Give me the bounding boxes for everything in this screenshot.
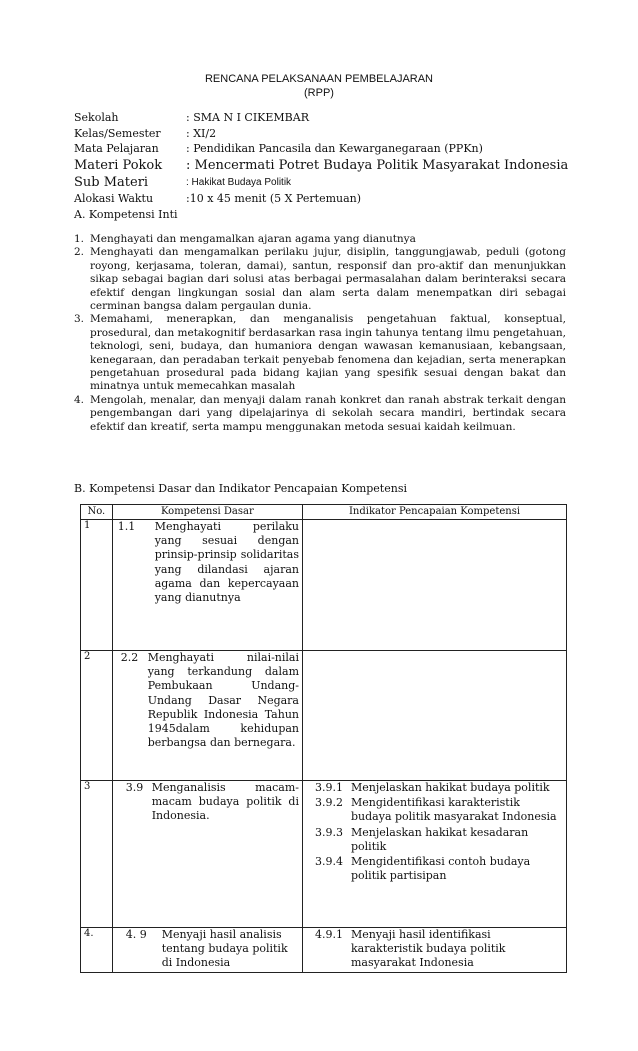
indicator-cell (303, 651, 567, 781)
list-number: 4. (74, 393, 85, 406)
indicator-text: Menjelaskan hakikat kesadaran politik (351, 825, 529, 853)
column-header-kd: Kompetensi Dasar (112, 505, 302, 520)
indicator-code: 3.9.2 (315, 796, 343, 810)
indicator-item (315, 928, 563, 971)
identity-value: : Mencermati Potret Budaya Politik Masyarakat Indonesia (186, 157, 569, 173)
kd-code: 1.1 (117, 520, 136, 533)
row-number: 4. (81, 928, 113, 973)
kd-text: Menyaji hasil analisis tentang budaya politik di Indonesia (161, 928, 288, 970)
indicator-text: Mengidentifikasi karakteristik budaya politik masyarakat Indonesia (351, 796, 557, 824)
identity-label: Kelas/Semester (74, 126, 161, 140)
identity-value: : Pendidikan Pancasila dan Kewarganegaraan (PPKn) (186, 142, 483, 155)
identity-label: Sub Materi (74, 174, 149, 190)
table-row (81, 928, 567, 973)
identity-row-topic (74, 157, 574, 174)
core-competency-list (74, 233, 566, 434)
table-row (81, 651, 567, 781)
identity-row-subtopic (74, 174, 574, 191)
identity-row-class (74, 126, 574, 142)
identity-row-subject (74, 141, 574, 157)
row-number: 3 (81, 781, 113, 928)
identity-block (74, 110, 574, 206)
list-item (74, 246, 566, 313)
indicator-cell (303, 781, 567, 928)
indicator-code: 4.9.1 (315, 928, 343, 941)
kd-cell (112, 651, 302, 781)
identity-label: Sekolah (74, 111, 119, 124)
kd-cell (112, 520, 302, 651)
indicator-item (315, 855, 563, 883)
document-title: RENCANA PELAKSANAAN PEMBELAJARAN (204, 73, 434, 85)
indicator-code: 3.9.1 (315, 781, 343, 794)
identity-value: : SMA N I CIKEMBAR (186, 111, 309, 124)
identity-label: Mata Pelajaran (74, 142, 159, 155)
kd-code: 3.9 (125, 781, 144, 794)
kd-text: Menganalisis macam-macam budaya politik di Indonesia. (151, 781, 299, 823)
section-b-heading: B. Kompetensi Dasar dan Indikator Pencapaian Kompetensi (74, 482, 407, 495)
table-row (81, 520, 567, 651)
list-item (74, 313, 566, 393)
list-number: 3. (74, 313, 85, 326)
column-header-no: No. (81, 505, 113, 520)
kd-text: Menghayati perilaku yang sesuai dengan prinsip-prinsip solidaritas yang dilandasi ajaran agama dan kepercayaan yang dianutnya (154, 520, 299, 605)
identity-label: Alokasi Waktu (74, 191, 154, 205)
competency-table (80, 504, 567, 973)
identity-value: : XI/2 (186, 126, 217, 140)
identity-row-time (74, 191, 574, 207)
document-subtitle: (RPP) (304, 87, 334, 99)
list-text: Menghayati dan mengamalkan ajaran agama yang dianutnya (90, 233, 416, 245)
indicator-item (315, 796, 563, 824)
kd-code: 4. 9 (125, 928, 147, 941)
indicator-cell (303, 928, 567, 973)
indicator-item (315, 826, 563, 854)
list-text: Menghayati dan mengamalkan perilaku jujur, disiplin, tanggungjawab, peduli (gotong royong, kerjasama, toleran, damai), santun, responsif dan pro-aktif dan menunjukkan sikap sebagai bagian dari solusi atas berbagai permasalahan dalam berinteraksi secara efektif dengan lingkungan sosial dan alam serta dalam menempatkan diri sebagai cerminan bangsa dalam pergaulan dunia. (90, 246, 566, 313)
kd-text: Menghayati nilai-nilai yang terkandung dalam Pembukaan Undang-Undang Dasar Negara Republik Indonesia Tahun 1945dalam kehidupan berbangsa dan bernegara. (147, 651, 299, 750)
kd-cell (112, 781, 302, 928)
indicator-text: Mengidentifikasi contoh budaya politik partisipan (351, 855, 531, 883)
column-header-indicator: Indikator Pencapaian Kompetensi (303, 505, 567, 520)
table-header-row (81, 505, 567, 520)
identity-label: Materi Pokok (74, 157, 163, 173)
section-a-heading: A. Kompetensi Inti (74, 208, 178, 221)
list-number: 1. (74, 233, 85, 245)
kd-code: 2.2 (120, 651, 139, 664)
table-row (81, 781, 567, 928)
identity-value: : Hakikat Budaya Politik (186, 176, 292, 188)
kd-cell (112, 928, 302, 973)
indicator-item (315, 781, 563, 795)
identity-row-school (74, 110, 574, 126)
indicator-code: 3.9.3 (315, 825, 343, 839)
identity-value: :10 x 45 menit (5 X Pertemuan) (186, 191, 362, 205)
indicator-cell (303, 520, 567, 651)
row-number: 2 (81, 651, 113, 781)
list-item (74, 233, 566, 246)
list-text: Mengolah, menalar, dan menyaji dalam ranah konkret dan ranah abstrak terkait dengan pengembangan dari yang dipelajarinya di sekolah secara mandiri, bertindak secara efektif dan kreatif, serta mampu menggunakan metoda sesuai kaidah keilmuan. (90, 393, 566, 433)
indicator-text: Menyaji hasil identifikasi karakteristik budaya politik masyarakat Indonesia (351, 928, 506, 970)
indicator-text: Menjelaskan hakikat budaya politik (351, 781, 550, 794)
row-number: 1 (81, 520, 113, 651)
list-text: Memahami, menerapkan, dan menganalisis pengetahuan faktual, konseptual, prosedural, dan metakognitif berdasarkan rasa ingin tahunya tentang ilmu pengetahuan, teknologi, seni, budaya, dan humaniora dengan wawasan kemanusiaan, kebangsaan, kenegaraan, dan peradaban terkait penyebab fenomena dan kejadian, serta menerapkan pengetahuan prosedural pada bidang kajian yang spesifik sesuai dengan bakat dan minatnya untuk memecahkan masalah (90, 313, 566, 393)
list-item (74, 394, 566, 434)
list-number: 2. (74, 246, 85, 259)
indicator-code: 3.9.4 (315, 855, 343, 869)
